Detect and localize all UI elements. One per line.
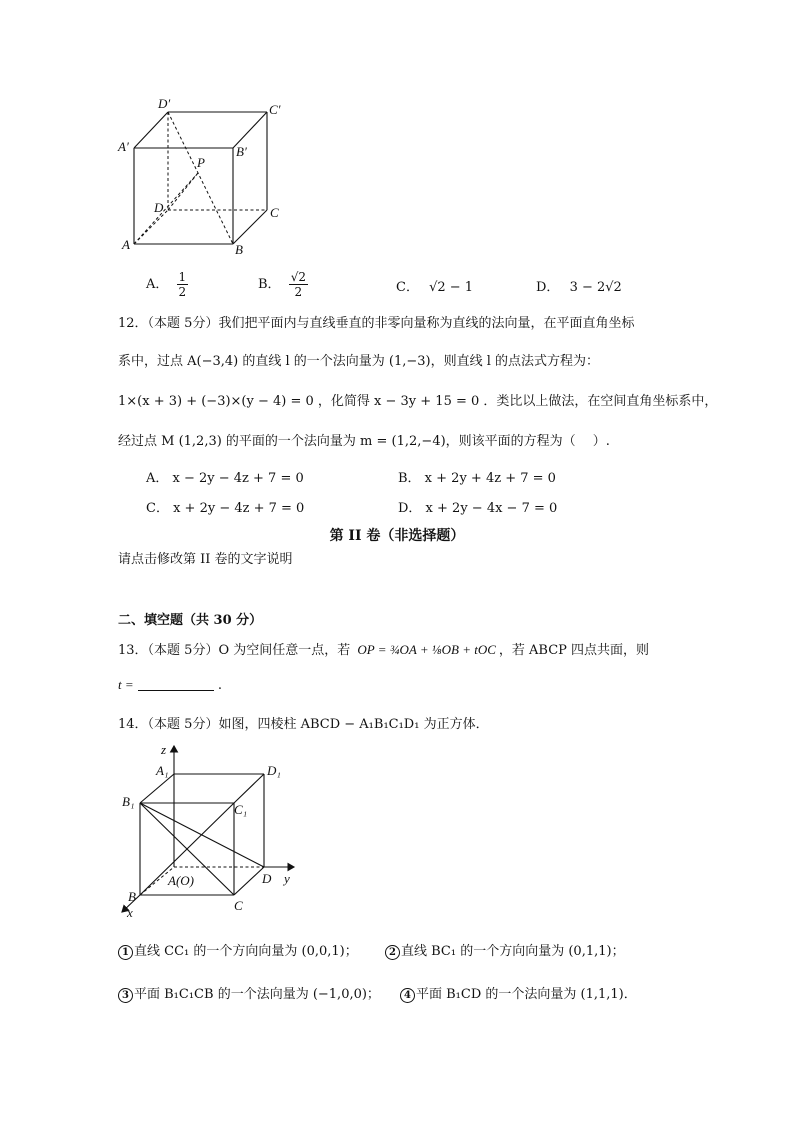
q14-text: 14．（本题 5分）如图，四棱柱 ABCD − A₁B₁C₁D₁ 为正方体． (118, 717, 489, 732)
label-a: A (122, 237, 130, 252)
edge-a-prime-d-prime (134, 112, 168, 148)
q14-statement-2: 2 直线 BC₁ 的一个方向向量为 (0,1,1)； (385, 940, 625, 960)
q14-statement-3: 3 平面 B₁C₁CB 的一个法向量为 (−1,0,0)； (118, 983, 380, 1003)
label-c: C (270, 205, 279, 220)
section-title-fill-in: 二、填空题（共 30 分） (118, 613, 263, 628)
label-d-prime: D′ (158, 96, 171, 111)
q12-line-3: 1×(x + 3) + (−3)×(y − 4) = 0 ，化简得 x − 3y + 15 = 0 ．类比以上做法，在空间直角坐标系中， (118, 394, 718, 409)
q11-option-c[interactable]: C． √2 − 1 (396, 280, 474, 295)
fraction-root2-half: $\frac{√2}{2}$ (290, 270, 306, 299)
label-d: D (154, 200, 164, 215)
q13-line-1: 13．（本题 5分）O 为空间任意一点，若 OP = ¾OA + ⅛OB + tOC ，若 ABCP 四点共面，则 (118, 642, 650, 658)
q13-answer-line: t = . (118, 677, 223, 693)
segment-d-p (168, 173, 198, 210)
q13-answer-blank[interactable] (138, 678, 214, 691)
label-a1: A₁ (156, 763, 169, 778)
edge-b-c (233, 210, 267, 244)
part2-note[interactable]: 请点击修改第 II 卷的文字说明 (118, 552, 293, 567)
label-b: B (128, 889, 136, 904)
circled-number-2: 2 (385, 945, 400, 960)
q12-line-1: 12．（本题 5分）我们把平面内与直线垂直的非零向量称为直线的法向量，在平面直角坐标 (118, 316, 635, 331)
q14-statement-4: 4 平面 B₁CD 的一个法向量为 (1,1,1)． (400, 983, 637, 1003)
q12-option-b[interactable]: B． x + 2y + 4z + 7 = 0 (398, 471, 556, 486)
label-b-prime: B′ (236, 144, 247, 159)
label-c: C (234, 898, 243, 913)
circled-number-3: 3 (118, 988, 133, 1003)
q12-option-c[interactable]: C． x + 2y − 4z + 7 = 0 (146, 501, 305, 516)
q11-option-a[interactable]: A． $\frac{1}{2}$ (146, 270, 187, 299)
edge-b-prime-c-prime (233, 112, 267, 148)
q13-formula: OP = ¾OA + ⅛OB + tOC (357, 642, 496, 657)
label-d: D (262, 871, 272, 886)
label-x: x (127, 905, 133, 920)
label-d1: D₁ (267, 763, 281, 778)
label-y: y (284, 871, 290, 886)
label-c1: C₁ (234, 802, 248, 817)
q11-option-d[interactable]: D． 3 − 2√2 (536, 280, 622, 295)
label-a-origin: A(O) (168, 873, 194, 888)
q12-option-d[interactable]: D． x + 2y − 4x − 7 = 0 (398, 501, 558, 516)
label-c-prime: C′ (269, 102, 281, 117)
edge-c1-d1 (234, 774, 264, 803)
q11-option-b[interactable]: B． $\frac{√2}{2}$ (258, 270, 306, 299)
q12-line-4: 经过点 M (1,2,3) 的平面的一个法向量为 m = (1,2,−4)，则该平面的方程为（ ）. (118, 434, 610, 449)
circled-number-4: 4 (400, 988, 415, 1003)
edge-b1-a1 (140, 774, 174, 803)
edge-c-d (234, 867, 264, 895)
label-z: z (161, 742, 167, 757)
fraction-one-half: $\frac{1}{2}$ (178, 270, 187, 299)
label-p: P (197, 155, 205, 170)
label-b1: B₁ (122, 794, 135, 809)
q12-option-a[interactable]: A． x − 2y − 4z + 7 = 0 (146, 471, 304, 486)
cube-figure-1 (112, 96, 312, 261)
label-b: B (235, 242, 243, 257)
cube-figure-2 (112, 740, 312, 920)
q14-statement-1: 1 直线 CC₁ 的一个方向向量为 (0,0,1)； (118, 940, 358, 960)
segment-a-p (134, 173, 198, 244)
part2-title: 第 II 卷（非选择题） (329, 528, 465, 544)
label-a-prime: A′ (118, 139, 129, 154)
circled-number-1: 1 (118, 945, 133, 960)
diagonal-d-prime-b (168, 112, 233, 244)
q12-line-2: 系中，过点 A(−3,4) 的直线 l 的一个法向量为 (1,−3)，则直线 l 的点法式方程为： (118, 354, 600, 369)
